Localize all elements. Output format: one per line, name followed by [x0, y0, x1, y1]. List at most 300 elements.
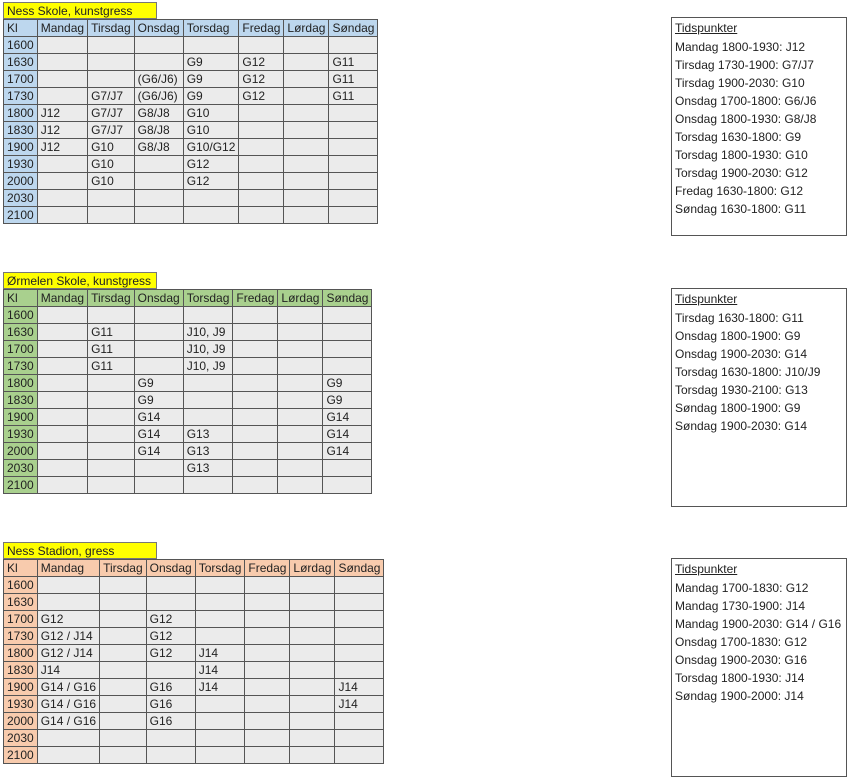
schedule-cell[interactable] [278, 307, 323, 324]
schedule-cell[interactable] [239, 37, 284, 54]
schedule-cell[interactable] [233, 392, 278, 409]
schedule-cell[interactable]: G16 [146, 679, 195, 696]
schedule-cell[interactable] [323, 324, 372, 341]
schedule-cell[interactable]: G8/J8 [134, 122, 183, 139]
schedule-cell[interactable] [278, 392, 323, 409]
day-column-header[interactable]: Mandag [37, 560, 99, 577]
schedule-cell[interactable] [88, 426, 135, 443]
times-summary-line: Mandag 1700-1830: G12 [675, 581, 809, 595]
schedule-cell[interactable] [245, 628, 290, 645]
schedule-cell[interactable]: G11 [329, 71, 378, 88]
schedule-cell[interactable]: G14 [323, 409, 372, 426]
schedule-cell[interactable] [37, 392, 87, 409]
schedule-cell[interactable]: J14 [195, 679, 245, 696]
schedule-cell[interactable]: G9 [134, 375, 183, 392]
day-column-header[interactable]: Onsdag [134, 290, 183, 307]
schedule-cell[interactable] [284, 122, 329, 139]
schedule-cell[interactable] [284, 54, 329, 71]
schedule-cell[interactable] [37, 747, 99, 764]
schedule-cell[interactable] [233, 358, 278, 375]
table-row [4, 139, 378, 156]
schedule-cell[interactable] [233, 307, 278, 324]
time-cell[interactable]: 1800 [4, 105, 38, 122]
schedule-cell[interactable] [195, 730, 245, 747]
schedule-cell[interactable]: J12 [37, 122, 87, 139]
time-cell[interactable]: 2000 [4, 443, 38, 460]
day-column-header[interactable]: Torsdag [195, 560, 245, 577]
schedule-cell[interactable] [37, 443, 87, 460]
time-column-header[interactable]: Kl [4, 20, 38, 37]
schedule-cell[interactable] [195, 611, 245, 628]
time-cell[interactable]: 1700 [4, 341, 38, 358]
schedule-cell[interactable]: J14 [335, 679, 384, 696]
day-column-header[interactable]: Mandag [37, 20, 87, 37]
schedule-cell[interactable] [329, 139, 378, 156]
schedule-cell[interactable] [284, 139, 329, 156]
time-column-header[interactable]: Kl [4, 560, 38, 577]
day-column-header[interactable]: Lørdag [290, 560, 335, 577]
schedule-cell[interactable]: J10, J9 [183, 324, 233, 341]
schedule-cell[interactable] [100, 628, 147, 645]
schedule-cell[interactable]: G8/J8 [134, 139, 183, 156]
schedule-cell[interactable] [37, 37, 87, 54]
schedule-cell[interactable] [100, 730, 147, 747]
day-column-header[interactable]: Mandag [37, 290, 87, 307]
schedule-cell[interactable] [134, 156, 183, 173]
time-cell[interactable]: 2000 [4, 713, 38, 730]
time-cell[interactable]: 1600 [4, 307, 38, 324]
schedule-cell[interactable] [245, 696, 290, 713]
table-row [4, 156, 378, 173]
schedule-cell[interactable] [233, 409, 278, 426]
time-cell[interactable]: 1630 [4, 594, 38, 611]
schedule-cell[interactable] [329, 207, 378, 224]
schedule-cell[interactable] [195, 577, 245, 594]
time-cell[interactable]: 1730 [4, 88, 38, 105]
schedule-cell[interactable] [100, 645, 147, 662]
schedule-cell[interactable] [37, 307, 87, 324]
schedule-cell[interactable] [37, 594, 99, 611]
schedule-cell[interactable]: G12 [183, 156, 239, 173]
schedule-cell[interactable]: G11 [88, 341, 135, 358]
day-column-header[interactable]: Tirsdag [88, 290, 135, 307]
schedule-cell[interactable] [134, 460, 183, 477]
time-cell[interactable]: 1830 [4, 392, 38, 409]
schedule-cell[interactable] [335, 594, 384, 611]
schedule-cell[interactable]: (G6/J6) [134, 88, 183, 105]
schedule-cell[interactable] [278, 426, 323, 443]
schedule-cell[interactable] [335, 730, 384, 747]
schedule-cell[interactable] [134, 307, 183, 324]
schedule-cell[interactable]: G10 [183, 122, 239, 139]
schedule-cell[interactable] [245, 747, 290, 764]
schedule-cell[interactable]: G16 [146, 696, 195, 713]
schedule-cell[interactable] [37, 324, 87, 341]
schedule-cell[interactable] [290, 645, 335, 662]
table-row [4, 662, 384, 679]
times-summary-line: Onsdag 1700-1830: G12 [675, 635, 808, 649]
schedule-cell[interactable] [134, 37, 183, 54]
schedule-cell[interactable] [134, 341, 183, 358]
schedule-cell[interactable] [88, 307, 135, 324]
schedule-cell[interactable] [88, 37, 135, 54]
schedule-cell[interactable]: G12 [239, 88, 284, 105]
schedule-cell[interactable] [134, 54, 183, 71]
schedule-cell[interactable] [245, 713, 290, 730]
schedule-cell[interactable] [146, 577, 195, 594]
schedule-cell[interactable]: G12 [183, 173, 239, 190]
schedule-cell[interactable] [329, 37, 378, 54]
schedule-cell[interactable] [37, 358, 87, 375]
schedule-cell[interactable] [329, 156, 378, 173]
schedule-cell[interactable] [88, 477, 135, 494]
schedule-cell[interactable] [278, 324, 323, 341]
schedule-cell[interactable] [239, 190, 284, 207]
schedule-cell[interactable] [183, 207, 239, 224]
schedule-cell[interactable] [195, 696, 245, 713]
schedule-cell[interactable] [245, 577, 290, 594]
time-cell[interactable]: 2030 [4, 190, 38, 207]
schedule-cell[interactable]: G10 [88, 173, 135, 190]
schedule-cell[interactable] [183, 477, 233, 494]
schedule-cell[interactable] [146, 730, 195, 747]
day-column-header[interactable]: Søndag [329, 20, 378, 37]
schedule-cell[interactable] [195, 628, 245, 645]
schedule-cell[interactable] [233, 375, 278, 392]
schedule-cell[interactable]: G14 [134, 443, 183, 460]
schedule-cell[interactable]: G14 [134, 426, 183, 443]
schedule-cell[interactable] [323, 341, 372, 358]
schedule-cell[interactable] [239, 207, 284, 224]
schedule-cell[interactable] [245, 679, 290, 696]
time-cell[interactable]: 2000 [4, 173, 38, 190]
times-summary-line: Torsdag 1630-1800: J10/J9 [675, 365, 821, 379]
schedule-cell[interactable]: G9 [183, 54, 239, 71]
schedule-cell[interactable] [278, 375, 323, 392]
schedule-cell[interactable] [195, 594, 245, 611]
schedule-cell[interactable] [278, 409, 323, 426]
schedule-cell[interactable] [100, 611, 147, 628]
schedule-cell[interactable] [233, 426, 278, 443]
time-cell[interactable]: 2100 [4, 747, 38, 764]
schedule-cell[interactable] [284, 173, 329, 190]
day-column-header[interactable]: Lørdag [278, 290, 323, 307]
schedule-cell[interactable]: G14 [134, 409, 183, 426]
day-column-header[interactable]: Fredag [239, 20, 284, 37]
schedule-cell[interactable] [233, 477, 278, 494]
schedule-cell[interactable] [284, 156, 329, 173]
schedule-cell[interactable] [290, 594, 335, 611]
schedule-cell[interactable] [37, 341, 87, 358]
schedule-cell[interactable] [284, 207, 329, 224]
schedule-cell[interactable]: G13 [183, 443, 233, 460]
time-cell[interactable]: 2030 [4, 460, 38, 477]
schedule-cell[interactable]: G7/J7 [88, 105, 135, 122]
schedule-cell[interactable] [245, 594, 290, 611]
schedule-cell[interactable]: G14 / G16 [37, 679, 99, 696]
schedule-cell[interactable]: G12 [239, 54, 284, 71]
schedule-cell[interactable]: G10/G12 [183, 139, 239, 156]
schedule-cell[interactable]: J14 [37, 662, 99, 679]
schedule-cell[interactable] [37, 156, 87, 173]
schedule-cell[interactable]: G10 [88, 139, 135, 156]
schedule-cell[interactable]: G9 [183, 71, 239, 88]
schedule-cell[interactable]: G9 [323, 375, 372, 392]
times-summary-line: Torsdag 1630-1800: G9 [675, 130, 802, 144]
schedule-cell[interactable] [278, 358, 323, 375]
time-cell[interactable]: 1900 [4, 139, 38, 156]
time-cell[interactable]: 1800 [4, 645, 38, 662]
schedule-cell[interactable] [195, 713, 245, 730]
schedule-cell[interactable]: G9 [183, 88, 239, 105]
table-row [4, 713, 384, 730]
day-column-header[interactable]: Tirsdag [100, 560, 147, 577]
schedule-cell[interactable] [290, 679, 335, 696]
schedule-cell[interactable]: G9 [134, 392, 183, 409]
schedule-cell[interactable] [37, 409, 87, 426]
schedule-cell[interactable]: G16 [146, 713, 195, 730]
schedule-cell[interactable]: G14 [323, 426, 372, 443]
schedule-cell[interactable] [323, 460, 372, 477]
schedule-cell[interactable] [100, 747, 147, 764]
schedule-cell[interactable] [88, 443, 135, 460]
schedule-cell[interactable] [37, 71, 87, 88]
times-summary-title: Tidspunkter [675, 562, 738, 576]
times-summary-line: Tirsdag 1630-1800: G11 [675, 311, 804, 325]
schedule-cell[interactable] [37, 477, 87, 494]
schedule-cell[interactable] [88, 460, 135, 477]
schedule-cell[interactable]: G13 [183, 460, 233, 477]
schedule-cell[interactable] [233, 341, 278, 358]
time-cell[interactable]: 1900 [4, 409, 38, 426]
schedule-cell[interactable] [284, 190, 329, 207]
schedule-cell[interactable] [88, 190, 135, 207]
time-cell[interactable]: 1800 [4, 375, 38, 392]
schedule-cell[interactable]: G7/J7 [88, 122, 135, 139]
schedule-cell[interactable] [100, 696, 147, 713]
schedule-cell[interactable]: G10 [183, 105, 239, 122]
schedule-cell[interactable]: G12 [146, 611, 195, 628]
schedule-cell[interactable]: J12 [37, 105, 87, 122]
schedule-cell[interactable]: G11 [329, 88, 378, 105]
schedule-cell[interactable] [183, 375, 233, 392]
schedule-cell[interactable] [183, 307, 233, 324]
schedule-cell[interactable] [100, 679, 147, 696]
schedule-cell[interactable] [329, 190, 378, 207]
day-column-header[interactable]: Tirsdag [88, 20, 135, 37]
schedule-cell[interactable]: G9 [323, 392, 372, 409]
schedule-cell[interactable] [239, 156, 284, 173]
schedule-cell[interactable]: G12 [146, 645, 195, 662]
schedule-cell[interactable]: G10 [88, 156, 135, 173]
schedule-cell[interactable] [290, 713, 335, 730]
schedule-cell[interactable] [146, 594, 195, 611]
schedule-cell[interactable] [183, 190, 239, 207]
schedule-cell[interactable] [37, 375, 87, 392]
schedule-cell[interactable] [284, 71, 329, 88]
schedule-cell[interactable] [329, 122, 378, 139]
schedule-cell[interactable] [278, 460, 323, 477]
schedule-cell[interactable] [146, 747, 195, 764]
day-column-header[interactable]: Lørdag [284, 20, 329, 37]
schedule-cell[interactable] [100, 713, 147, 730]
schedule-cell[interactable] [239, 173, 284, 190]
schedule-cell[interactable]: G13 [183, 426, 233, 443]
schedule-cell[interactable] [195, 747, 245, 764]
schedule-cell[interactable]: G12 [146, 628, 195, 645]
schedule-cell[interactable] [335, 713, 384, 730]
day-column-header[interactable]: Søndag [335, 560, 384, 577]
time-cell[interactable]: 2030 [4, 730, 38, 747]
schedule-cell[interactable] [37, 577, 99, 594]
schedule-cell[interactable] [88, 375, 135, 392]
schedule-cell[interactable] [134, 324, 183, 341]
time-cell[interactable]: 2100 [4, 207, 38, 224]
schedule-cell[interactable]: G8/J8 [134, 105, 183, 122]
schedule-cell[interactable] [239, 122, 284, 139]
schedule-cell[interactable] [146, 662, 195, 679]
schedule-cell[interactable] [37, 207, 87, 224]
schedule-cell[interactable] [290, 628, 335, 645]
schedule-cell[interactable] [329, 173, 378, 190]
schedule-cell[interactable] [37, 88, 87, 105]
schedule-cell[interactable] [290, 577, 335, 594]
schedule-cell[interactable] [239, 139, 284, 156]
schedule-cell[interactable] [37, 460, 87, 477]
schedule-cell[interactable] [323, 307, 372, 324]
schedule-cell[interactable]: G11 [88, 358, 135, 375]
schedule-cell[interactable] [100, 594, 147, 611]
time-cell[interactable]: 2100 [4, 477, 38, 494]
schedule-cell[interactable] [233, 443, 278, 460]
schedule-cell[interactable]: (G6/J6) [134, 71, 183, 88]
schedule-cell[interactable]: G12 / J14 [37, 645, 99, 662]
schedule-cell[interactable] [323, 477, 372, 494]
time-cell[interactable]: 1630 [4, 54, 38, 71]
time-column-header[interactable]: Kl [4, 290, 38, 307]
schedule-cell[interactable] [335, 645, 384, 662]
schedule-cell[interactable] [134, 358, 183, 375]
schedule-cell[interactable] [290, 611, 335, 628]
time-cell[interactable]: 1630 [4, 324, 38, 341]
time-cell[interactable]: 1600 [4, 577, 38, 594]
schedule-cell[interactable]: G14 / G16 [37, 696, 99, 713]
schedule-cell[interactable] [245, 730, 290, 747]
schedule-cell[interactable] [290, 696, 335, 713]
schedule-cell[interactable] [88, 392, 135, 409]
schedule-cell[interactable]: J10, J9 [183, 341, 233, 358]
schedule-cell[interactable]: G12 / J14 [37, 628, 99, 645]
schedule-cell[interactable] [100, 662, 147, 679]
schedule-cell[interactable] [239, 105, 284, 122]
schedule-cell[interactable] [335, 611, 384, 628]
day-column-header[interactable]: Onsdag [146, 560, 195, 577]
table-row [4, 628, 384, 645]
schedule-cell[interactable] [284, 88, 329, 105]
time-cell[interactable]: 1900 [4, 679, 38, 696]
schedule-cell[interactable] [284, 105, 329, 122]
schedule-cell[interactable] [134, 173, 183, 190]
time-cell[interactable]: 1930 [4, 156, 38, 173]
schedule-cell[interactable] [37, 426, 87, 443]
schedule-cell[interactable]: J14 [195, 645, 245, 662]
schedule-cell[interactable] [245, 611, 290, 628]
schedule-cell[interactable] [335, 577, 384, 594]
schedule-cell[interactable] [290, 662, 335, 679]
day-column-header[interactable]: Søndag [323, 290, 372, 307]
schedule-cell[interactable]: G12 [37, 611, 99, 628]
day-column-header[interactable]: Onsdag [134, 20, 183, 37]
schedule-cell[interactable] [37, 730, 99, 747]
schedule-cell[interactable]: G14 / G16 [37, 713, 99, 730]
schedule-cell[interactable] [290, 747, 335, 764]
schedule-cell[interactable] [278, 443, 323, 460]
schedule-cell[interactable]: G12 [239, 71, 284, 88]
time-cell[interactable]: 1700 [4, 611, 38, 628]
time-cell[interactable]: 1930 [4, 426, 38, 443]
schedule-cell[interactable]: G11 [88, 324, 135, 341]
schedule-cell[interactable] [290, 730, 335, 747]
time-cell[interactable]: 1700 [4, 71, 38, 88]
schedule-cell[interactable] [183, 409, 233, 426]
schedule-cell[interactable]: J14 [195, 662, 245, 679]
schedule-cell[interactable]: J14 [335, 696, 384, 713]
schedule-cell[interactable] [278, 477, 323, 494]
time-cell[interactable]: 1830 [4, 122, 38, 139]
schedule-cell[interactable] [37, 54, 87, 71]
schedule-cell[interactable] [323, 358, 372, 375]
schedule-cell[interactable] [284, 37, 329, 54]
schedule-cell[interactable] [233, 460, 278, 477]
schedule-cell[interactable] [278, 341, 323, 358]
time-cell[interactable]: 1730 [4, 628, 38, 645]
schedule-cell[interactable] [134, 190, 183, 207]
schedule-cell[interactable] [88, 54, 135, 71]
schedule-cell[interactable] [245, 645, 290, 662]
schedule-cell[interactable]: G7/J7 [88, 88, 135, 105]
schedule-cell[interactable] [335, 628, 384, 645]
day-column-header[interactable]: Torsdag [183, 290, 233, 307]
schedule-cell[interactable] [37, 173, 87, 190]
schedule-cell[interactable] [183, 392, 233, 409]
schedule-cell[interactable] [37, 190, 87, 207]
schedule-cell[interactable]: J12 [37, 139, 87, 156]
schedule-cell[interactable] [335, 747, 384, 764]
schedule-cell[interactable] [88, 409, 135, 426]
time-cell[interactable]: 1600 [4, 37, 38, 54]
schedule-cell[interactable]: J10, J9 [183, 358, 233, 375]
schedule-cell[interactable] [245, 662, 290, 679]
day-column-header[interactable]: Fredag [233, 290, 278, 307]
schedule-cell[interactable] [134, 207, 183, 224]
schedule-cell[interactable] [134, 477, 183, 494]
schedule-cell[interactable] [335, 662, 384, 679]
time-cell[interactable]: 1730 [4, 358, 38, 375]
schedule-cell[interactable] [329, 105, 378, 122]
schedule-cell[interactable] [88, 71, 135, 88]
time-cell[interactable]: 1930 [4, 696, 38, 713]
schedule-cell[interactable]: G14 [323, 443, 372, 460]
time-cell[interactable]: 1830 [4, 662, 38, 679]
schedule-cell[interactable] [100, 577, 147, 594]
table-row [4, 730, 384, 747]
day-column-header[interactable]: Fredag [245, 560, 290, 577]
schedule-cell[interactable]: G11 [329, 54, 378, 71]
schedule-cell[interactable] [233, 324, 278, 341]
day-column-header[interactable]: Torsdag [183, 20, 239, 37]
schedule-cell[interactable] [88, 207, 135, 224]
schedule-cell[interactable] [183, 37, 239, 54]
